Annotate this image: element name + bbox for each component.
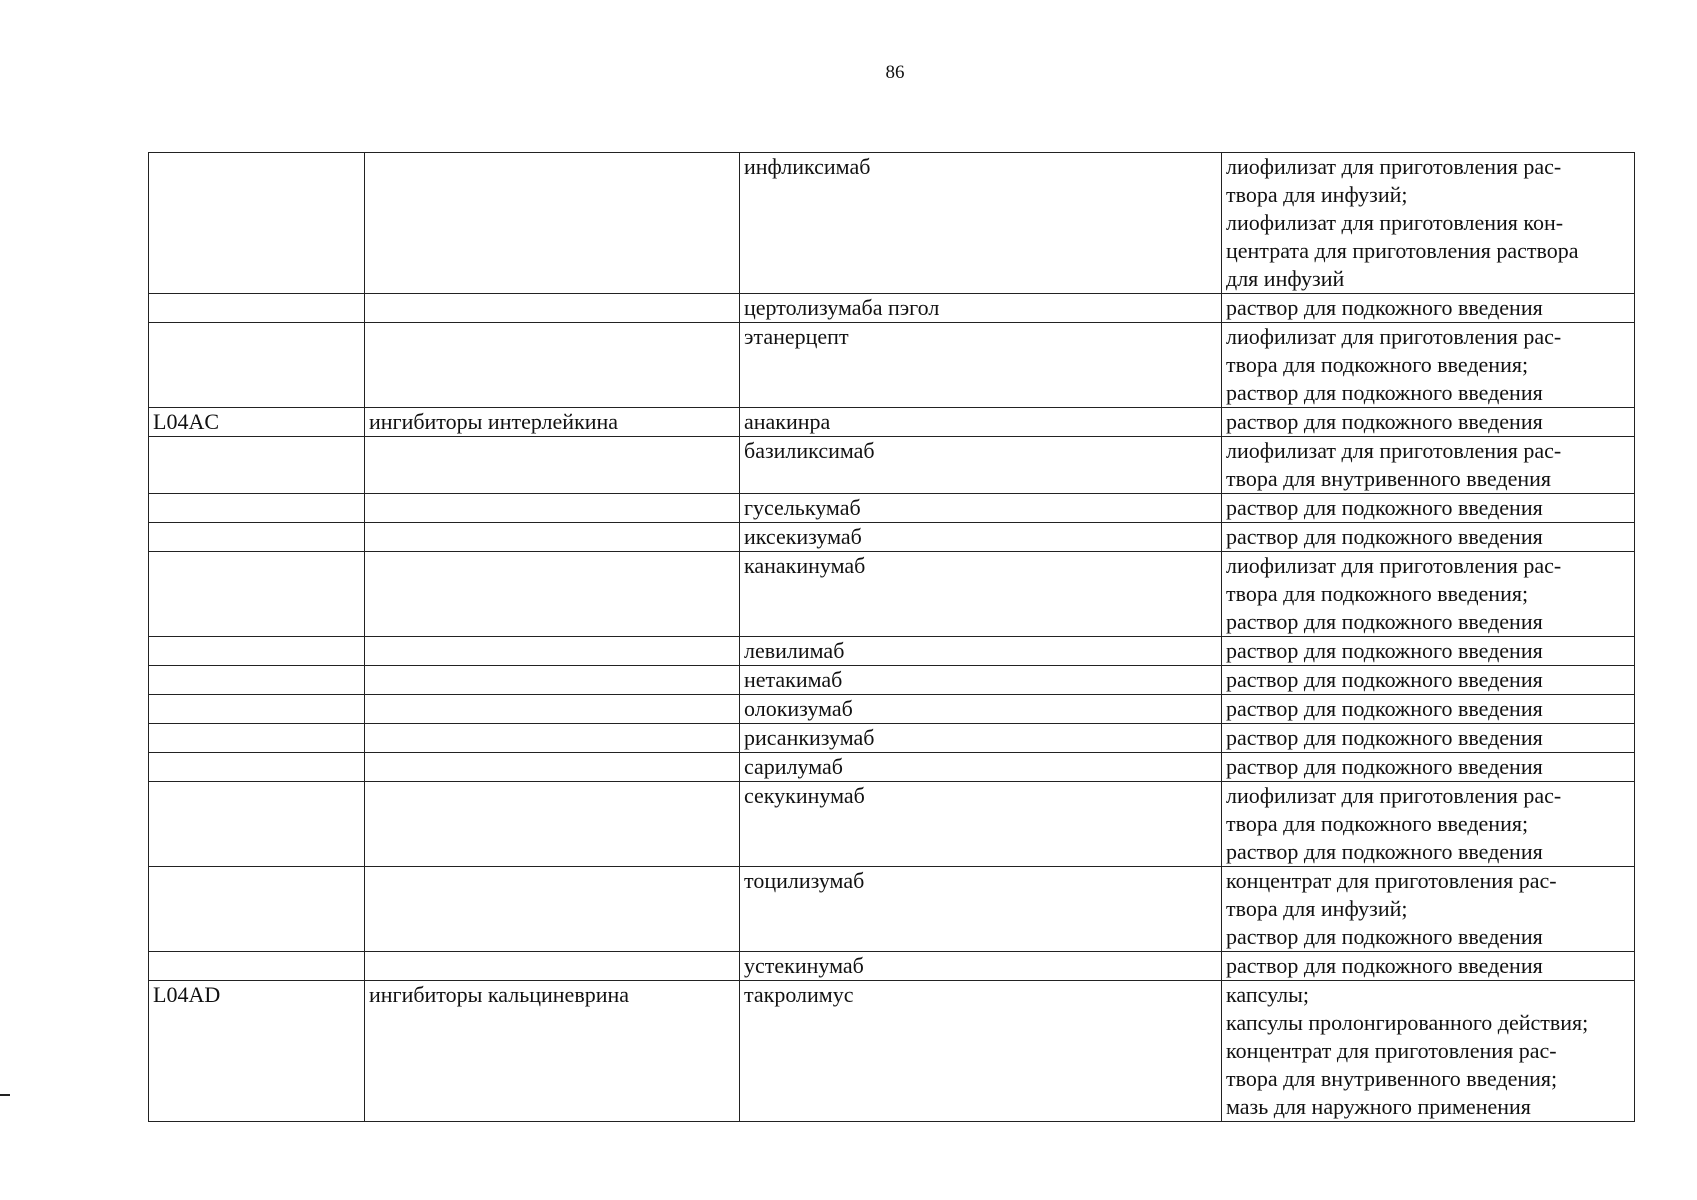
atc-code-cell	[149, 753, 365, 782]
group-name-cell	[365, 552, 740, 637]
dosage-form-cell: раствор для подкожного введения	[1222, 695, 1635, 724]
group-name-cell	[365, 294, 740, 323]
drug-name-cell: базиликсимаб	[740, 437, 1222, 494]
group-name-cell	[365, 724, 740, 753]
table-row	[149, 323, 1635, 408]
atc-code-cell	[149, 695, 365, 724]
table-row	[149, 753, 1635, 782]
group-name-cell	[365, 867, 740, 952]
table-body	[149, 153, 1635, 1122]
dosage-form-cell: раствор для подкожного введения	[1222, 637, 1635, 666]
table-row	[149, 408, 1635, 437]
group-name-cell	[365, 437, 740, 494]
atc-code-cell	[149, 552, 365, 637]
drug-name-cell: олокизумаб	[740, 695, 1222, 724]
group-name-cell	[365, 952, 740, 981]
group-name-cell	[365, 637, 740, 666]
dosage-form-cell: концентрат для приготовления рас- твора для инфузий; раствор для подкожного введения	[1222, 867, 1635, 952]
dosage-form-cell: капсулы; капсулы пролонгированного действия; концентрат для приготовления рас- твора для внутривенного введения; мазь для наружного применения	[1222, 981, 1635, 1122]
drug-name-cell: иксекизумаб	[740, 523, 1222, 552]
dosage-form-cell: раствор для подкожного введения	[1222, 952, 1635, 981]
group-name-cell	[365, 523, 740, 552]
atc-code-cell: L04AD	[149, 981, 365, 1122]
atc-code-cell	[149, 323, 365, 408]
table-row	[149, 437, 1635, 494]
dosage-form-cell: раствор для подкожного введения	[1222, 666, 1635, 695]
dosage-form-cell: раствор для подкожного введения	[1222, 753, 1635, 782]
atc-code-cell	[149, 867, 365, 952]
drug-name-cell: анакинра	[740, 408, 1222, 437]
drug-name-cell: гуселькумаб	[740, 494, 1222, 523]
table-row	[149, 867, 1635, 952]
table-row	[149, 695, 1635, 724]
margin-mark	[0, 1094, 10, 1096]
table-row	[149, 494, 1635, 523]
drug-name-cell: секукинумаб	[740, 782, 1222, 867]
table-row	[149, 637, 1635, 666]
dosage-form-cell: раствор для подкожного введения	[1222, 408, 1635, 437]
table-row	[149, 782, 1635, 867]
dosage-form-cell: лиофилизат для приготовления рас- твора для подкожного введения; раствор для подкожного введения	[1222, 782, 1635, 867]
drug-name-cell: цертолизумаба пэгол	[740, 294, 1222, 323]
atc-code-cell	[149, 782, 365, 867]
group-name-cell: ингибиторы кальциневрина	[365, 981, 740, 1122]
group-name-cell	[365, 782, 740, 867]
drug-name-cell: инфликсимаб	[740, 153, 1222, 294]
atc-code-cell	[149, 494, 365, 523]
page-number: 86	[885, 62, 905, 83]
table-row	[149, 952, 1635, 981]
drug-name-cell: устекинумаб	[740, 952, 1222, 981]
dosage-form-cell: раствор для подкожного введения	[1222, 724, 1635, 753]
dosage-form-cell: раствор для подкожного введения	[1222, 494, 1635, 523]
drug-name-cell: такролимус	[740, 981, 1222, 1122]
atc-code-cell	[149, 637, 365, 666]
dosage-form-cell: лиофилизат для приготовления рас- твора для подкожного введения; раствор для подкожного введения	[1222, 552, 1635, 637]
atc-code-cell	[149, 724, 365, 753]
table-row	[149, 523, 1635, 552]
table-row	[149, 552, 1635, 637]
drug-name-cell: тоцилизумаб	[740, 867, 1222, 952]
table-row	[149, 294, 1635, 323]
group-name-cell	[365, 695, 740, 724]
dosage-form-cell: лиофилизат для приготовления рас- твора для инфузий; лиофилизат для приготовления кон- центрата для приготовления раствора для инфузий	[1222, 153, 1635, 294]
table-row	[149, 981, 1635, 1122]
drug-table	[148, 152, 1635, 1122]
dosage-form-cell: раствор для подкожного введения	[1222, 523, 1635, 552]
drug-name-cell: нетакимаб	[740, 666, 1222, 695]
atc-code-cell	[149, 952, 365, 981]
dosage-form-cell: лиофилизат для приготовления рас- твора для внутривенного введения	[1222, 437, 1635, 494]
group-name-cell	[365, 494, 740, 523]
atc-code-cell	[149, 666, 365, 695]
atc-code-cell: L04AC	[149, 408, 365, 437]
table-row	[149, 153, 1635, 294]
table-row	[149, 724, 1635, 753]
group-name-cell	[365, 753, 740, 782]
atc-code-cell	[149, 523, 365, 552]
group-name-cell	[365, 666, 740, 695]
group-name-cell	[365, 153, 740, 294]
atc-code-cell	[149, 437, 365, 494]
atc-code-cell	[149, 294, 365, 323]
dosage-form-cell: раствор для подкожного введения	[1222, 294, 1635, 323]
group-name-cell	[365, 323, 740, 408]
drug-name-cell: левилимаб	[740, 637, 1222, 666]
group-name-cell: ингибиторы интерлейкина	[365, 408, 740, 437]
table-row	[149, 666, 1635, 695]
drug-name-cell: рисанкизумаб	[740, 724, 1222, 753]
drug-name-cell: сарилумаб	[740, 753, 1222, 782]
atc-code-cell	[149, 153, 365, 294]
drug-name-cell: канакинумаб	[740, 552, 1222, 637]
drug-name-cell: этанерцепт	[740, 323, 1222, 408]
dosage-form-cell: лиофилизат для приготовления рас- твора для подкожного введения; раствор для подкожного введения	[1222, 323, 1635, 408]
